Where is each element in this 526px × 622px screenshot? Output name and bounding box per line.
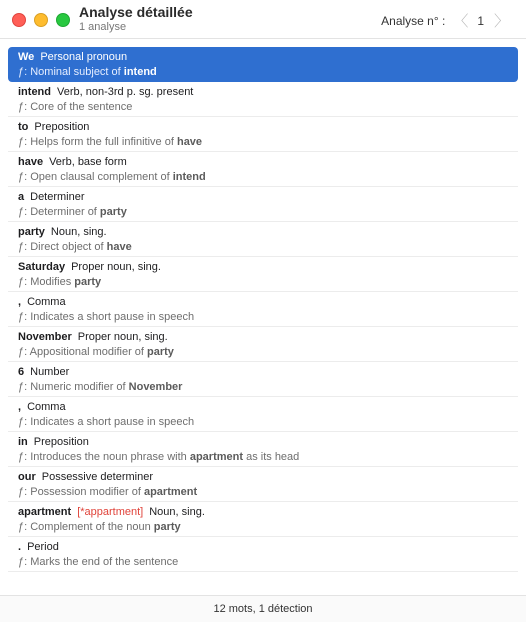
list-item[interactable] [8,432,518,467]
analysis-number-value: 1 [477,13,484,28]
part-of-speech: Determiner [30,191,85,203]
list-item[interactable] [8,117,518,152]
part-of-speech: Proper noun, sing. [77,331,168,343]
title-block [79,4,193,34]
word-line [18,400,508,415]
function-reference-word: intend [123,66,157,78]
list-item[interactable] [8,47,518,82]
word-line [18,50,508,65]
part-of-speech: Verb, non-3rd p. sg. present [57,86,194,98]
function-text: ƒ: Nominal subject of [18,66,124,78]
word-line [18,155,508,170]
list-item[interactable] [8,397,518,432]
list-item[interactable] [8,82,518,117]
part-of-speech: Verb, base form [49,156,127,168]
part-of-speech: Possessive determiner [41,471,154,483]
function-text: ƒ: Direct object of [18,241,107,253]
minimize-window-icon[interactable] [34,13,48,27]
word-line [18,295,508,310]
function-reference-word: apartment [143,486,198,498]
list-item[interactable] [8,222,518,257]
word-token: to [18,121,29,133]
word-line [18,435,508,450]
function-text: ƒ: Possession modifier of [18,486,144,498]
word-token: November [18,331,72,343]
word-token: in [18,436,28,448]
function-text: ƒ: Modifies [18,276,75,288]
word-token: , [18,296,22,308]
word-line [18,505,508,520]
word-token: Saturday [18,261,66,273]
window-title: Analyse détaillée [79,4,193,20]
part-of-speech: Noun, sing. [149,506,205,518]
list-item[interactable] [8,187,518,222]
function-text-suffix: as its head [243,451,300,463]
word-token: 6 [18,366,25,378]
analysis-number-label: Analyse n° : [381,13,446,28]
function-text: ƒ: Introduces the noun phrase with [18,451,190,463]
zoom-window-icon[interactable] [56,13,70,27]
spelling-correction[interactable]: [*appartment] [77,506,144,518]
function-line [18,380,508,395]
function-text: ƒ: Core of the sentence [18,101,133,113]
function-line [18,310,508,325]
function-text: ƒ: Indicates a short pause in speech [18,311,195,323]
function-reference-word: party [99,206,127,218]
word-line [18,190,508,205]
part-of-speech: Noun, sing. [50,226,107,238]
function-line [18,100,508,115]
part-of-speech: Comma [27,401,66,413]
function-reference-word: party [153,521,181,533]
chevron-right-icon[interactable]: 〉 [494,13,510,30]
function-reference-word: have [106,241,132,253]
function-line [18,450,508,465]
window-subtitle: 1 analyse [79,21,127,33]
word-line [18,540,508,555]
list-item[interactable] [8,362,518,397]
list-item[interactable] [8,502,518,537]
function-text: ƒ: Determiner of [18,206,100,218]
function-line [18,135,508,150]
window-controls [12,13,70,27]
word-token: . [18,541,22,553]
function-reference-word: party [74,276,102,288]
function-line [18,520,508,535]
word-token: , [18,401,22,413]
part-of-speech: Proper noun, sing. [71,261,161,273]
part-of-speech: Comma [27,296,66,308]
word-line [18,120,508,135]
word-token: have [18,156,44,168]
function-reference-word: party [147,346,174,358]
function-line [18,555,508,570]
word-line [18,225,508,240]
word-line [18,85,508,100]
part-of-speech: Preposition [33,436,89,448]
function-text: ƒ: Complement of the noun [18,521,154,533]
word-token: a [18,191,25,203]
list-item[interactable] [8,537,518,572]
part-of-speech: Period [27,541,59,553]
word-line [18,260,508,275]
function-line [18,345,508,360]
function-text: ƒ: Marks the end of the sentence [18,556,179,568]
part-of-speech: Personal pronoun [40,51,128,63]
list-item[interactable] [8,467,518,502]
function-line [18,485,508,500]
part-of-speech: Number [30,366,70,378]
word-token: party [18,226,45,238]
function-text: ƒ: Appositional modifier of [18,346,148,358]
function-reference-word: have [176,136,203,148]
chevron-left-icon[interactable]: 〈 [453,13,469,30]
function-line [18,415,508,430]
function-line [18,240,508,255]
function-text: ƒ: Helps form the full infinitive of [18,136,177,148]
function-text: ƒ: Numeric modifier of [18,381,129,393]
word-token: apartment [18,506,72,518]
analysis-navigator [381,10,508,31]
status-bar [0,595,526,622]
function-reference-word: intend [172,171,206,183]
list-item[interactable] [8,152,518,187]
part-of-speech: Preposition [34,121,90,133]
function-line [18,275,508,290]
close-window-icon[interactable] [12,13,26,27]
list-item[interactable] [8,292,518,327]
function-line [18,65,508,80]
function-reference-word: November [128,381,183,393]
list-item[interactable] [8,327,518,362]
function-line [18,205,508,220]
function-text: ƒ: Open clausal complement of [18,171,173,183]
function-reference-word: apartment [189,451,244,463]
word-line [18,470,508,485]
word-line [18,365,508,380]
word-token: our [18,471,36,483]
word-line [18,330,508,345]
title-bar [0,0,526,39]
word-analysis-list [8,47,518,572]
list-item[interactable] [8,257,518,292]
word-token: intend [18,86,51,98]
function-text: ƒ: Indicates a short pause in speech [18,416,195,428]
function-line [18,170,508,185]
word-token: We [18,51,35,63]
status-text: 12 mots, 1 détection [213,603,313,615]
